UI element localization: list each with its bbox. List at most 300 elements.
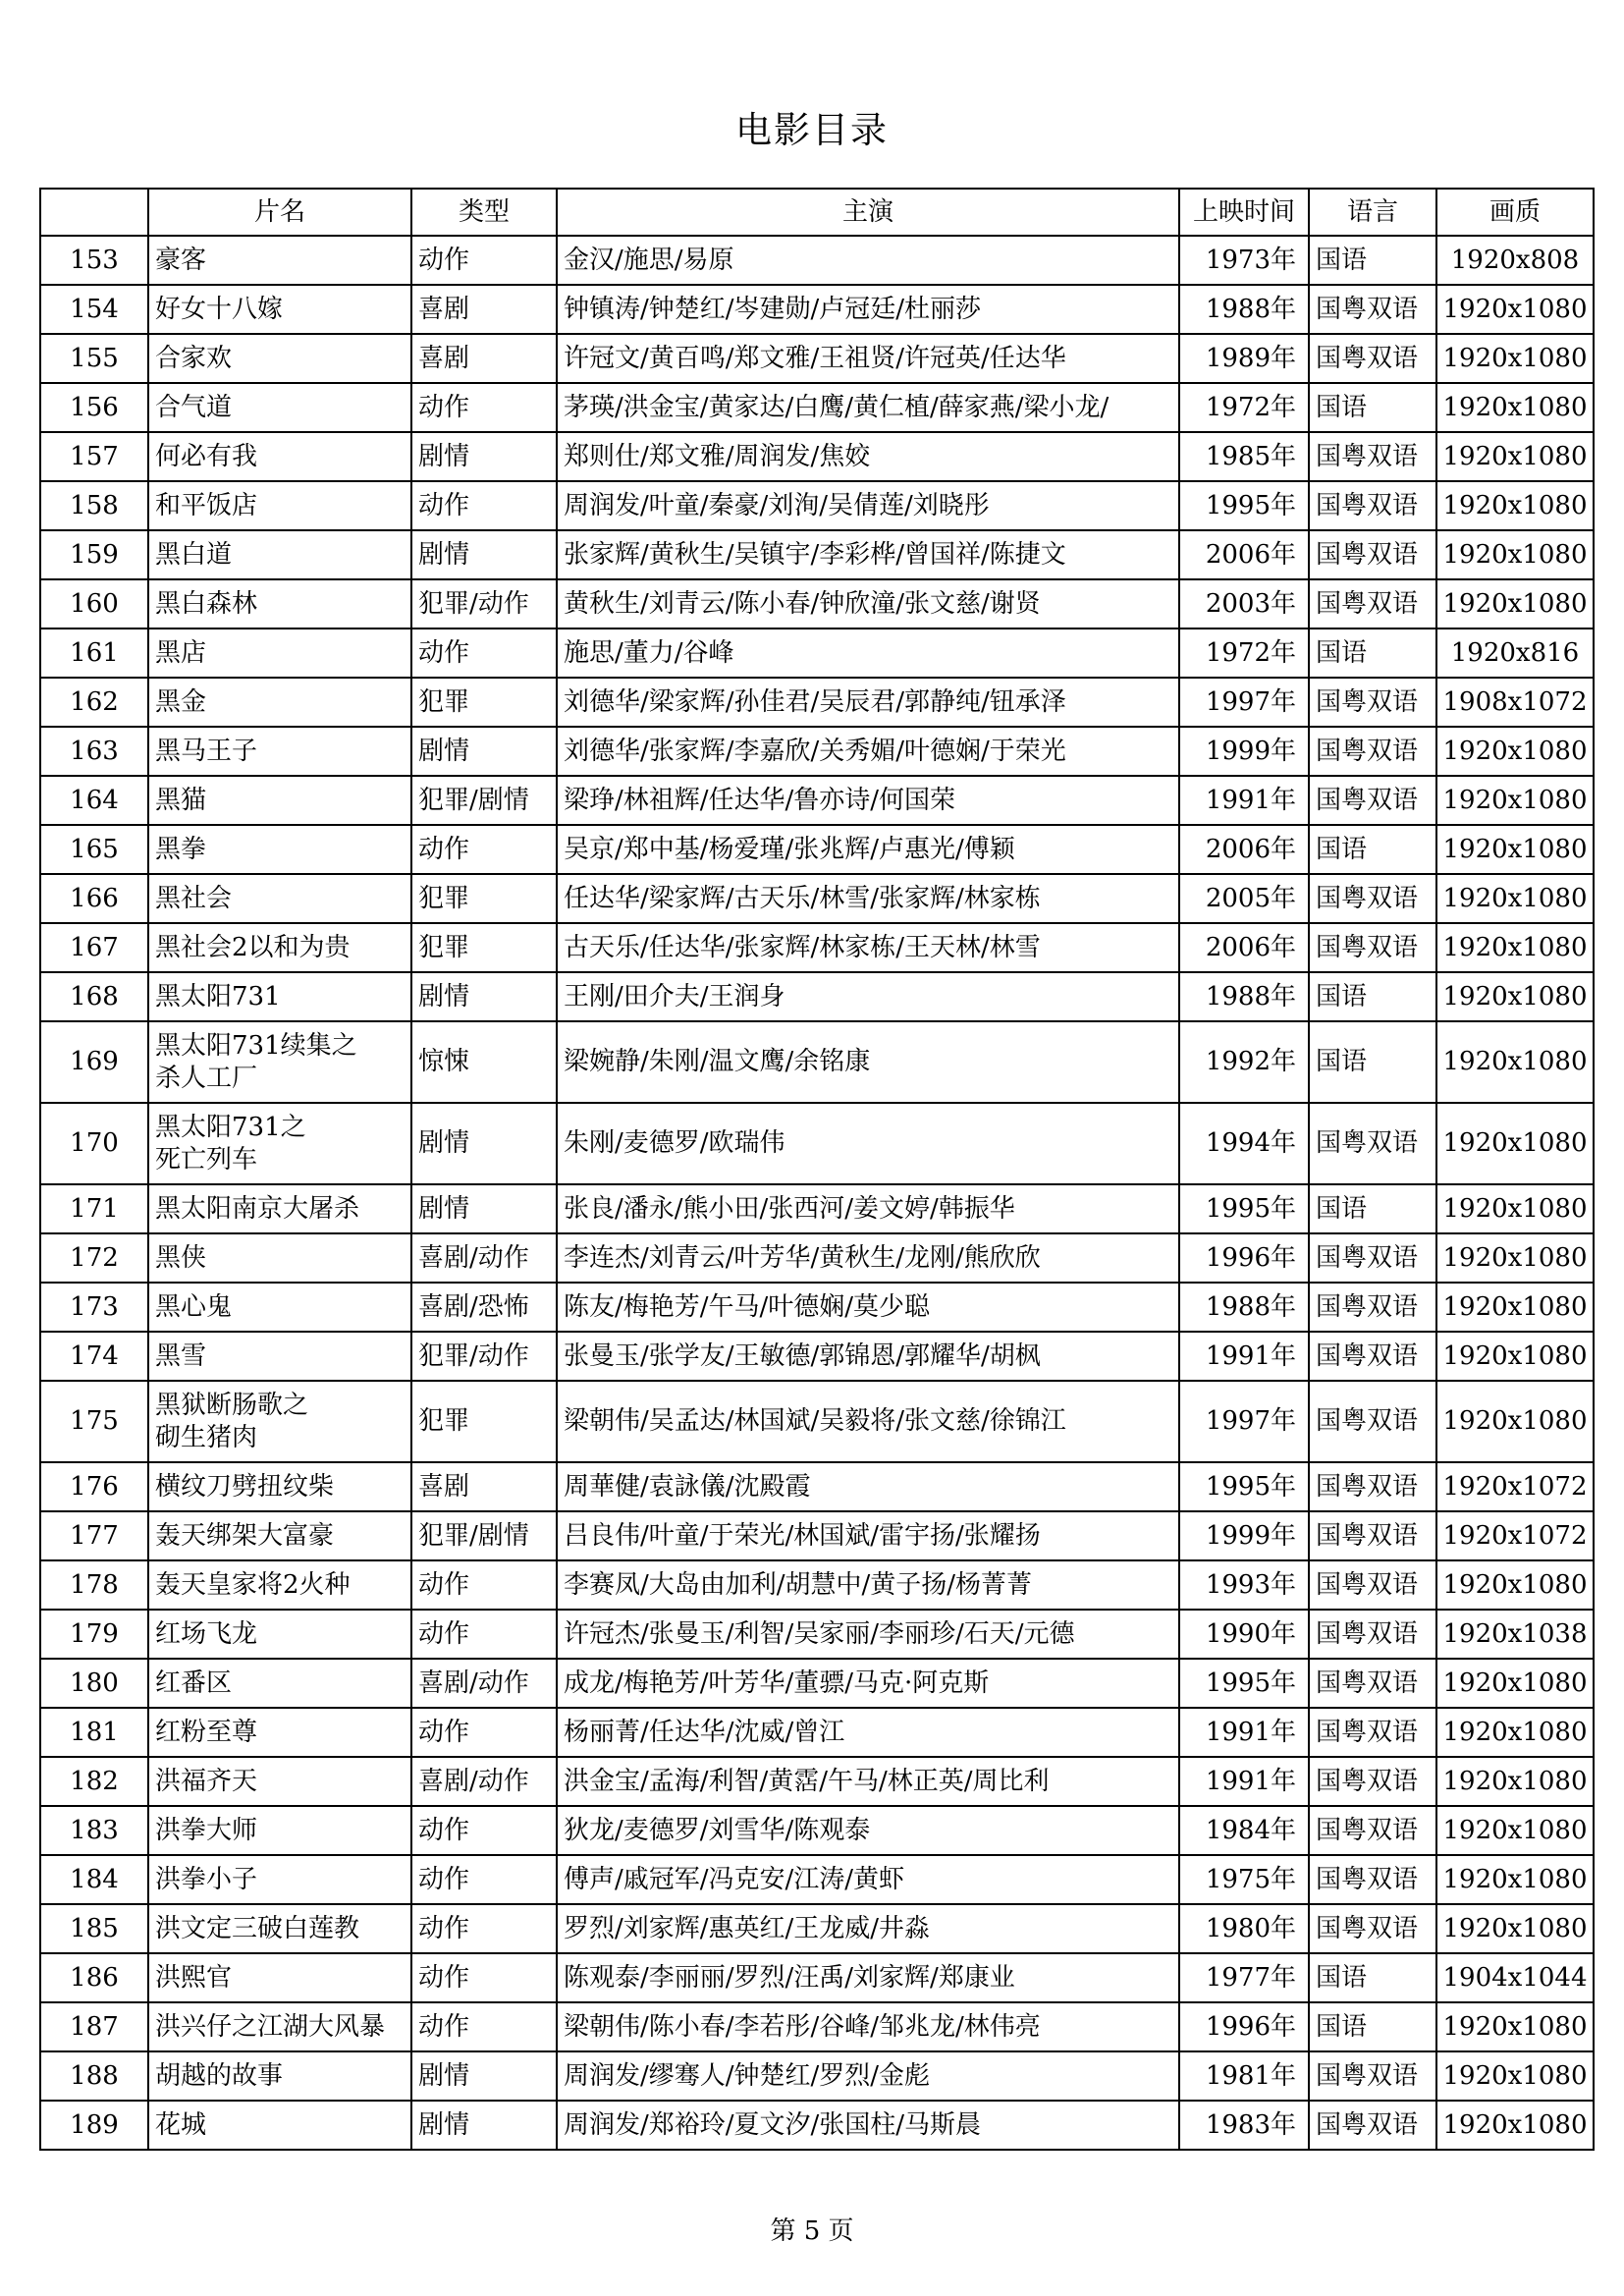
cast-cell: 狄龙/麦德罗/刘雪华/陈观泰 <box>557 1806 1179 1855</box>
table-row <box>40 1904 1594 1953</box>
genre-cell: 剧情 <box>411 1184 557 1233</box>
release-year-cell: 1988年 <box>1179 972 1309 1021</box>
genre-cell: 喜剧/动作 <box>411 1757 557 1806</box>
table-row <box>40 629 1594 678</box>
cast-cell: 金汉/施思/易原 <box>557 236 1179 285</box>
resolution-cell: 1920x1080 <box>1436 776 1594 825</box>
release-year-cell: 1981年 <box>1179 2051 1309 2101</box>
language-cell: 国粤双语 <box>1309 1904 1436 1953</box>
language-cell: 国语 <box>1309 1953 1436 2002</box>
row-number-cell: 162 <box>40 678 148 727</box>
movie-title-cell: 黑太阳731 <box>148 972 411 1021</box>
genre-cell: 犯罪 <box>411 923 557 972</box>
genre-cell: 动作 <box>411 629 557 678</box>
table-row <box>40 2101 1594 2150</box>
resolution-cell: 1920x1080 <box>1436 285 1594 334</box>
release-year-cell: 1997年 <box>1179 1381 1309 1462</box>
header-row <box>40 189 1594 236</box>
table-row <box>40 1233 1594 1283</box>
release-year-cell: 1994年 <box>1179 1103 1309 1184</box>
table-row <box>40 1757 1594 1806</box>
release-year-cell: 1995年 <box>1179 481 1309 530</box>
genre-cell: 动作 <box>411 2002 557 2051</box>
language-cell: 国粤双语 <box>1309 1659 1436 1708</box>
row-number-cell: 167 <box>40 923 148 972</box>
row-number-cell: 157 <box>40 432 148 481</box>
movie-title-cell: 黑猫 <box>148 776 411 825</box>
resolution-cell: 1920x1072 <box>1436 1511 1594 1560</box>
movie-title-line: 杀人工厂 <box>155 1063 258 1093</box>
release-year-cell: 1988年 <box>1179 285 1309 334</box>
movie-title-line: 黑太阳731续集之 <box>155 1030 357 1061</box>
movie-title-cell: 红粉至尊 <box>148 1708 411 1757</box>
movie-title-cell <box>148 1103 411 1184</box>
resolution-cell: 1920x1080 <box>1436 432 1594 481</box>
cast-cell: 周華健/袁詠儀/沈殿霞 <box>557 1462 1179 1511</box>
genre-cell: 犯罪 <box>411 874 557 923</box>
resolution-cell: 1920x1080 <box>1436 1233 1594 1283</box>
release-year-cell: 1996年 <box>1179 2002 1309 2051</box>
cast-cell: 朱刚/麦德罗/欧瑞伟 <box>557 1103 1179 1184</box>
table-row <box>40 1560 1594 1610</box>
row-number-cell: 156 <box>40 383 148 432</box>
table-row <box>40 727 1594 776</box>
language-cell: 国语 <box>1309 1021 1436 1103</box>
resolution-cell: 1920x1072 <box>1436 1462 1594 1511</box>
row-number-cell: 178 <box>40 1560 148 1610</box>
table-row <box>40 1332 1594 1381</box>
genre-cell: 剧情 <box>411 972 557 1021</box>
row-number-cell: 163 <box>40 727 148 776</box>
table-row <box>40 874 1594 923</box>
release-year-cell: 1985年 <box>1179 432 1309 481</box>
column-header: 片名 <box>148 189 411 236</box>
cast-cell: 刘德华/梁家辉/孙佳君/吴辰君/郭静纯/钮承泽 <box>557 678 1179 727</box>
column-header: 上映时间 <box>1179 189 1309 236</box>
movie-title-cell: 合气道 <box>148 383 411 432</box>
cast-cell: 吴京/郑中基/杨爱瑾/张兆辉/卢惠光/傅颖 <box>557 825 1179 874</box>
movie-title-cell: 黑太阳南京大屠杀 <box>148 1184 411 1233</box>
row-number-cell: 153 <box>40 236 148 285</box>
resolution-cell: 1920x1080 <box>1436 825 1594 874</box>
cast-cell: 杨丽菁/任达华/沈威/曾江 <box>557 1708 1179 1757</box>
movie-title-cell: 豪客 <box>148 236 411 285</box>
table-row <box>40 1806 1594 1855</box>
movie-title-cell: 黑店 <box>148 629 411 678</box>
language-cell: 国粤双语 <box>1309 1332 1436 1381</box>
resolution-cell: 1908x1072 <box>1436 678 1594 727</box>
row-number-cell: 179 <box>40 1610 148 1659</box>
genre-cell: 犯罪 <box>411 1381 557 1462</box>
table-row <box>40 1659 1594 1708</box>
row-number-cell: 177 <box>40 1511 148 1560</box>
row-number-cell: 186 <box>40 1953 148 2002</box>
language-cell: 国粤双语 <box>1309 334 1436 383</box>
release-year-cell: 1993年 <box>1179 1560 1309 1610</box>
table-row <box>40 1953 1594 2002</box>
language-cell: 国粤双语 <box>1309 530 1436 579</box>
release-year-cell: 1995年 <box>1179 1659 1309 1708</box>
genre-cell: 犯罪/动作 <box>411 579 557 629</box>
language-cell: 国语 <box>1309 629 1436 678</box>
resolution-cell: 1920x1080 <box>1436 2101 1594 2150</box>
cast-cell: 古天乐/任达华/张家辉/林家栋/王天林/林雪 <box>557 923 1179 972</box>
movie-title-cell: 黑心鬼 <box>148 1283 411 1332</box>
genre-cell: 剧情 <box>411 530 557 579</box>
genre-cell: 剧情 <box>411 1103 557 1184</box>
resolution-cell: 1920x1080 <box>1436 1757 1594 1806</box>
release-year-cell: 1992年 <box>1179 1021 1309 1103</box>
table-row <box>40 481 1594 530</box>
genre-cell: 剧情 <box>411 432 557 481</box>
table-row <box>40 1610 1594 1659</box>
release-year-cell: 1996年 <box>1179 1233 1309 1283</box>
resolution-cell: 1920x1080 <box>1436 1659 1594 1708</box>
release-year-cell: 1983年 <box>1179 2101 1309 2150</box>
movie-title-cell: 黑白森林 <box>148 579 411 629</box>
row-number-cell: 159 <box>40 530 148 579</box>
release-year-cell: 1977年 <box>1179 1953 1309 2002</box>
row-number-cell: 155 <box>40 334 148 383</box>
table-body <box>40 236 1594 2150</box>
movie-title-cell: 黑拳 <box>148 825 411 874</box>
table-row <box>40 1855 1594 1904</box>
language-cell: 国粤双语 <box>1309 727 1436 776</box>
movie-title-cell: 洪文定三破白莲教 <box>148 1904 411 1953</box>
row-number-cell: 171 <box>40 1184 148 1233</box>
table-row <box>40 2002 1594 2051</box>
language-cell: 国语 <box>1309 236 1436 285</box>
resolution-cell: 1920x1080 <box>1436 2002 1594 2051</box>
cast-cell: 周润发/郑裕玲/夏文汐/张国柱/马斯晨 <box>557 2101 1179 2150</box>
cast-cell: 王刚/田介夫/王润身 <box>557 972 1179 1021</box>
resolution-cell: 1920x1038 <box>1436 1610 1594 1659</box>
resolution-cell: 1920x1080 <box>1436 972 1594 1021</box>
cast-cell: 施思/董力/谷峰 <box>557 629 1179 678</box>
language-cell: 国粤双语 <box>1309 285 1436 334</box>
movie-title-line: 砌生猪肉 <box>155 1422 258 1452</box>
cast-cell: 成龙/梅艳芳/叶芳华/董骠/马克·阿克斯 <box>557 1659 1179 1708</box>
genre-cell: 动作 <box>411 236 557 285</box>
cast-cell: 任达华/梁家辉/古天乐/林雪/张家辉/林家栋 <box>557 874 1179 923</box>
release-year-cell: 2003年 <box>1179 579 1309 629</box>
language-cell: 国粤双语 <box>1309 923 1436 972</box>
column-header: 类型 <box>411 189 557 236</box>
release-year-cell: 1972年 <box>1179 383 1309 432</box>
resolution-cell: 1920x1080 <box>1436 1806 1594 1855</box>
genre-cell: 动作 <box>411 1904 557 1953</box>
language-cell: 国语 <box>1309 972 1436 1021</box>
genre-cell: 喜剧 <box>411 285 557 334</box>
release-year-cell: 1973年 <box>1179 236 1309 285</box>
table-row <box>40 923 1594 972</box>
resolution-cell: 1920x1080 <box>1436 1381 1594 1462</box>
row-number-cell: 183 <box>40 1806 148 1855</box>
genre-cell: 动作 <box>411 383 557 432</box>
movie-title-cell: 轰天皇家将2火种 <box>148 1560 411 1610</box>
movie-title-line: 黑太阳731之 <box>155 1112 306 1142</box>
table-row <box>40 1381 1594 1462</box>
cast-cell: 陈友/梅艳芳/午马/叶德娴/莫少聪 <box>557 1283 1179 1332</box>
table-row <box>40 1708 1594 1757</box>
resolution-cell: 1920x1080 <box>1436 1283 1594 1332</box>
table-row <box>40 432 1594 481</box>
row-number-cell: 168 <box>40 972 148 1021</box>
language-cell: 国粤双语 <box>1309 2051 1436 2101</box>
cast-cell: 许冠文/黄百鸣/郑文雅/王祖贤/许冠英/任达华 <box>557 334 1179 383</box>
cast-cell: 刘德华/张家辉/李嘉欣/关秀媚/叶德娴/于荣光 <box>557 727 1179 776</box>
row-number-cell: 172 <box>40 1233 148 1283</box>
resolution-cell: 1920x1080 <box>1436 1855 1594 1904</box>
movie-title-line: 黑狱断肠歌之 <box>155 1390 309 1420</box>
resolution-cell: 1920x1080 <box>1436 334 1594 383</box>
movie-title-cell: 黑社会 <box>148 874 411 923</box>
release-year-cell: 1989年 <box>1179 334 1309 383</box>
row-number-cell: 184 <box>40 1855 148 1904</box>
table-row <box>40 285 1594 334</box>
movie-title-cell: 洪拳大师 <box>148 1806 411 1855</box>
language-cell: 国粤双语 <box>1309 1103 1436 1184</box>
cast-cell: 许冠杰/张曼玉/利智/吴家丽/李丽珍/石天/元德 <box>557 1610 1179 1659</box>
release-year-cell: 2005年 <box>1179 874 1309 923</box>
movie-title-cell: 黑侠 <box>148 1233 411 1283</box>
language-cell: 国粤双语 <box>1309 432 1436 481</box>
movie-title-cell: 红番区 <box>148 1659 411 1708</box>
language-cell: 国粤双语 <box>1309 579 1436 629</box>
cast-cell: 罗烈/刘家辉/惠英红/王龙威/井淼 <box>557 1904 1179 1953</box>
genre-cell: 剧情 <box>411 2051 557 2101</box>
genre-cell: 动作 <box>411 1560 557 1610</box>
release-year-cell: 2006年 <box>1179 923 1309 972</box>
table-row <box>40 236 1594 285</box>
release-year-cell: 1975年 <box>1179 1855 1309 1904</box>
resolution-cell: 1920x1080 <box>1436 481 1594 530</box>
release-year-cell: 1991年 <box>1179 1757 1309 1806</box>
movie-title-cell: 黑马王子 <box>148 727 411 776</box>
movie-title-cell: 何必有我 <box>148 432 411 481</box>
cast-cell: 洪金宝/孟海/利智/黄霑/午马/林正英/周比利 <box>557 1757 1179 1806</box>
table-row <box>40 1184 1594 1233</box>
resolution-cell: 1920x1080 <box>1436 1904 1594 1953</box>
resolution-cell: 1920x1080 <box>1436 2051 1594 2101</box>
table-row <box>40 1021 1594 1103</box>
genre-cell: 喜剧/动作 <box>411 1233 557 1283</box>
page-title: 电影目录 <box>735 109 889 151</box>
language-cell: 国粤双语 <box>1309 1610 1436 1659</box>
genre-cell: 动作 <box>411 1610 557 1659</box>
resolution-cell: 1920x1080 <box>1436 727 1594 776</box>
table-row <box>40 383 1594 432</box>
release-year-cell: 1990年 <box>1179 1610 1309 1659</box>
movie-title-cell: 洪兴仔之江湖大风暴 <box>148 2002 411 2051</box>
language-cell: 国粤双语 <box>1309 678 1436 727</box>
movie-title-cell: 黑社会2以和为贵 <box>148 923 411 972</box>
genre-cell: 动作 <box>411 1855 557 1904</box>
resolution-cell: 1920x1080 <box>1436 530 1594 579</box>
row-number-cell: 161 <box>40 629 148 678</box>
cast-cell: 张良/潘永/熊小田/张西河/姜文婷/韩振华 <box>557 1184 1179 1233</box>
cast-cell: 张曼玉/张学友/王敏德/郭锦恩/郭耀华/胡枫 <box>557 1332 1179 1381</box>
cast-cell: 黄秋生/刘青云/陈小春/钟欣潼/张文慈/谢贤 <box>557 579 1179 629</box>
genre-cell: 犯罪 <box>411 678 557 727</box>
resolution-cell: 1920x816 <box>1436 629 1594 678</box>
row-number-cell: 154 <box>40 285 148 334</box>
resolution-cell: 1920x1080 <box>1436 383 1594 432</box>
cast-cell: 周润发/叶童/秦豪/刘洵/吴倩莲/刘晓彤 <box>557 481 1179 530</box>
row-number-cell: 164 <box>40 776 148 825</box>
row-number-cell: 174 <box>40 1332 148 1381</box>
row-number-cell: 175 <box>40 1381 148 1462</box>
cast-cell: 吕良伟/叶童/于荣光/林国斌/雷宇扬/张耀扬 <box>557 1511 1179 1560</box>
movie-table <box>39 188 1595 2151</box>
cast-cell: 梁朝伟/陈小春/李若彤/谷峰/邹兆龙/林伟亮 <box>557 2002 1179 2051</box>
language-cell: 国粤双语 <box>1309 1233 1436 1283</box>
resolution-cell: 1920x1080 <box>1436 1021 1594 1103</box>
language-cell: 国语 <box>1309 2002 1436 2051</box>
resolution-cell: 1920x1080 <box>1436 1332 1594 1381</box>
language-cell: 国粤双语 <box>1309 1708 1436 1757</box>
cast-cell: 傅声/戚冠军/冯克安/江涛/黄虾 <box>557 1855 1179 1904</box>
row-number-cell: 160 <box>40 579 148 629</box>
table-row <box>40 972 1594 1021</box>
row-number-cell: 187 <box>40 2002 148 2051</box>
cast-cell: 梁琤/林祖辉/任达华/鲁亦诗/何国荣 <box>557 776 1179 825</box>
movie-title-cell: 和平饭店 <box>148 481 411 530</box>
genre-cell: 喜剧/恐怖 <box>411 1283 557 1332</box>
genre-cell: 剧情 <box>411 727 557 776</box>
row-number-cell: 173 <box>40 1283 148 1332</box>
language-cell: 国粤双语 <box>1309 1855 1436 1904</box>
resolution-cell: 1920x1080 <box>1436 579 1594 629</box>
language-cell: 国粤双语 <box>1309 1757 1436 1806</box>
resolution-cell: 1920x1080 <box>1436 1103 1594 1184</box>
column-header: 主演 <box>557 189 1179 236</box>
movie-title-cell: 胡越的故事 <box>148 2051 411 2101</box>
movie-title-line: 死亡列车 <box>155 1144 258 1175</box>
language-cell: 国粤双语 <box>1309 2101 1436 2150</box>
cast-cell: 陈观泰/李丽丽/罗烈/汪禹/刘家辉/郑康业 <box>557 1953 1179 2002</box>
resolution-cell: 1920x1080 <box>1436 874 1594 923</box>
table-row <box>40 776 1594 825</box>
release-year-cell: 1984年 <box>1179 1806 1309 1855</box>
movie-title-cell: 黑雪 <box>148 1332 411 1381</box>
genre-cell: 犯罪/剧情 <box>411 1511 557 1560</box>
language-cell: 国粤双语 <box>1309 1806 1436 1855</box>
movie-title-cell: 洪拳小子 <box>148 1855 411 1904</box>
language-cell: 国粤双语 <box>1309 481 1436 530</box>
table-row <box>40 1511 1594 1560</box>
movie-title-cell: 横纹刀劈扭纹柴 <box>148 1462 411 1511</box>
genre-cell: 犯罪/剧情 <box>411 776 557 825</box>
language-cell: 国粤双语 <box>1309 1462 1436 1511</box>
genre-cell: 动作 <box>411 481 557 530</box>
genre-cell: 动作 <box>411 825 557 874</box>
row-number-cell: 166 <box>40 874 148 923</box>
movie-title-cell: 好女十八嫁 <box>148 285 411 334</box>
movie-title-cell <box>148 1021 411 1103</box>
table-row <box>40 530 1594 579</box>
release-year-cell: 1980年 <box>1179 1904 1309 1953</box>
language-cell: 国语 <box>1309 383 1436 432</box>
release-year-cell: 2006年 <box>1179 530 1309 579</box>
table-row <box>40 334 1594 383</box>
page-number: 第 5 页 <box>770 2216 854 2246</box>
cast-cell: 钟镇涛/钟楚红/岑建勋/卢冠廷/杜丽莎 <box>557 285 1179 334</box>
cast-cell: 张家辉/黄秋生/吴镇宇/李彩桦/曾国祥/陈捷文 <box>557 530 1179 579</box>
resolution-cell: 1920x1080 <box>1436 923 1594 972</box>
resolution-cell: 1920x1080 <box>1436 1560 1594 1610</box>
cast-cell: 李赛凤/大岛由加利/胡慧中/黄子扬/杨菁菁 <box>557 1560 1179 1610</box>
row-number-cell: 189 <box>40 2101 148 2150</box>
resolution-cell: 1904x1044 <box>1436 1953 1594 2002</box>
row-number-cell: 170 <box>40 1103 148 1184</box>
movie-title-cell: 洪福齐天 <box>148 1757 411 1806</box>
movie-title-cell <box>148 1381 411 1462</box>
table-row <box>40 1103 1594 1184</box>
column-header: 语言 <box>1309 189 1436 236</box>
genre-cell: 犯罪/动作 <box>411 1332 557 1381</box>
genre-cell: 动作 <box>411 1708 557 1757</box>
genre-cell: 动作 <box>411 1953 557 2002</box>
row-number-cell: 180 <box>40 1659 148 1708</box>
table-row <box>40 825 1594 874</box>
release-year-cell: 1997年 <box>1179 678 1309 727</box>
movie-title-cell: 洪熙官 <box>148 1953 411 2002</box>
release-year-cell: 1999年 <box>1179 1511 1309 1560</box>
movie-title-cell: 红场飞龙 <box>148 1610 411 1659</box>
movie-title-cell: 黑白道 <box>148 530 411 579</box>
table-row <box>40 579 1594 629</box>
resolution-cell: 1920x808 <box>1436 236 1594 285</box>
release-year-cell: 1991年 <box>1179 1708 1309 1757</box>
language-cell: 国粤双语 <box>1309 1511 1436 1560</box>
movie-title-cell: 黑金 <box>148 678 411 727</box>
cast-cell: 周润发/缪骞人/钟楚红/罗烈/金彪 <box>557 2051 1179 2101</box>
row-number-cell: 169 <box>40 1021 148 1103</box>
table-row <box>40 2051 1594 2101</box>
release-year-cell: 1988年 <box>1179 1283 1309 1332</box>
row-number-cell: 188 <box>40 2051 148 2101</box>
row-number-cell: 165 <box>40 825 148 874</box>
cast-cell: 梁朝伟/吴孟达/林国斌/吴毅将/张文慈/徐锦江 <box>557 1381 1179 1462</box>
genre-cell: 剧情 <box>411 2101 557 2150</box>
language-cell: 国粤双语 <box>1309 874 1436 923</box>
genre-cell: 喜剧/动作 <box>411 1659 557 1708</box>
movie-title-cell: 轰天绑架大富豪 <box>148 1511 411 1560</box>
cast-cell: 梁婉静/朱刚/温文鹰/余铭康 <box>557 1021 1179 1103</box>
cast-cell: 李连杰/刘青云/叶芳华/黄秋生/龙刚/熊欣欣 <box>557 1233 1179 1283</box>
cast-cell: 郑则仕/郑文雅/周润发/焦姣 <box>557 432 1179 481</box>
language-cell: 国粤双语 <box>1309 776 1436 825</box>
release-year-cell: 1995年 <box>1179 1184 1309 1233</box>
cast-cell: 茅瑛/洪金宝/黄家达/白鹰/黄仁植/薛家燕/梁小龙/ <box>557 383 1179 432</box>
resolution-cell: 1920x1080 <box>1436 1708 1594 1757</box>
column-header: 画质 <box>1436 189 1594 236</box>
row-number-cell: 181 <box>40 1708 148 1757</box>
column-header <box>40 189 148 236</box>
release-year-cell: 1991年 <box>1179 1332 1309 1381</box>
release-year-cell: 2006年 <box>1179 825 1309 874</box>
language-cell: 国语 <box>1309 825 1436 874</box>
language-cell: 国语 <box>1309 1184 1436 1233</box>
genre-cell: 喜剧 <box>411 334 557 383</box>
row-number-cell: 185 <box>40 1904 148 1953</box>
movie-title-cell: 花城 <box>148 2101 411 2150</box>
genre-cell: 惊悚 <box>411 1021 557 1103</box>
resolution-cell: 1920x1080 <box>1436 1184 1594 1233</box>
release-year-cell: 1991年 <box>1179 776 1309 825</box>
genre-cell: 喜剧 <box>411 1462 557 1511</box>
